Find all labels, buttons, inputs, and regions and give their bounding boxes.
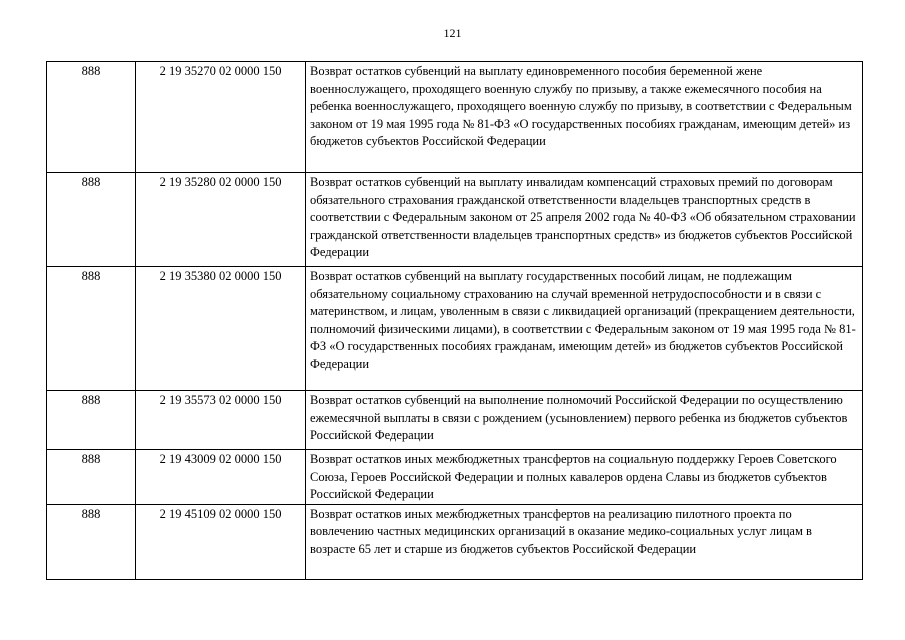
admin-code-cell: 888 [47, 504, 136, 579]
income-name-cell: Возврат остатков субвенций на выполнение полномочий Российской Федерации по осуществлению ежемесячной выплаты в связи с рождением (усыновлением) первого ребенка из бюджетов субъектов Российской Федерации [306, 391, 863, 450]
income-name-cell: Возврат остатков субвенций на выплату единовременного пособия беременной жене военнослужащего, проходящего военную службу по призыву, а также ежемесячного пособия на ребенка военнослужащего, проходящего военную службу по призыву, в соответствии с Федеральным законом от 19 мая 1995 года № 81-ФЗ «О государственных пособиях гражданам, имеющим детей» из бюджетов субъектов Российской Федерации [306, 62, 863, 173]
page-number: 121 [443, 26, 462, 40]
budget-classification-table [46, 61, 863, 580]
income-name-cell: Возврат остатков субвенций на выплату государственных пособий лицам, не подлежащим обязательному социальному страхованию на случай временной нетрудоспособности и в связи с материнством, и лицам, уволенным в связи с ликвидацией организаций (прекращением деятельности, полномочий физическими лицами), в соответствии с Федеральным законом от 19 мая 1995 года № 81-ФЗ «О государственных пособиях гражданам, имеющим детей» из бюджетов субъектов Российской Федерации [306, 267, 863, 391]
income-name-cell: Возврат остатков субвенций на выплату инвалидам компенсаций страховых премий по договорам обязательного страхования гражданской ответственности владельцев транспортных средств в соответствии с Федеральным законом от 25 апреля 2002 года № 40-ФЗ «Об обязательном страховании гражданской ответственности владельцев транспортных средств» из бюджетов субъектов Российской Федерации [306, 173, 863, 267]
kbk-code-cell: 2 19 35573 02 0000 150 [136, 391, 306, 450]
table-row [47, 391, 863, 450]
income-name-cell: Возврат остатков иных межбюджетных трансфертов на реализацию пилотного проекта по вовлечению частных медицинских организаций в оказание медико-социальных услуг лицам в возрасте 65 лет и старше из бюджетов субъектов Российской Федерации [306, 504, 863, 579]
admin-code-cell: 888 [47, 267, 136, 391]
admin-code-cell: 888 [47, 173, 136, 267]
kbk-code-cell: 2 19 35270 02 0000 150 [136, 62, 306, 173]
kbk-code-cell: 2 19 45109 02 0000 150 [136, 504, 306, 579]
admin-code-cell: 888 [47, 391, 136, 450]
kbk-code-cell: 2 19 35380 02 0000 150 [136, 267, 306, 391]
table-row [47, 173, 863, 267]
kbk-code-cell: 2 19 35280 02 0000 150 [136, 173, 306, 267]
income-name-cell: Возврат остатков иных межбюджетных трансфертов на социальную поддержку Героев Советского Союза, Героев Российской Федерации и полных кавалеров ордена Славы из бюджетов субъектов Российской Федерации [306, 450, 863, 505]
admin-code-cell: 888 [47, 450, 136, 505]
table-row [47, 267, 863, 391]
admin-code-cell: 888 [47, 62, 136, 173]
table-row [47, 504, 863, 579]
table-row [47, 450, 863, 505]
kbk-code-cell: 2 19 43009 02 0000 150 [136, 450, 306, 505]
table-row [47, 62, 863, 173]
